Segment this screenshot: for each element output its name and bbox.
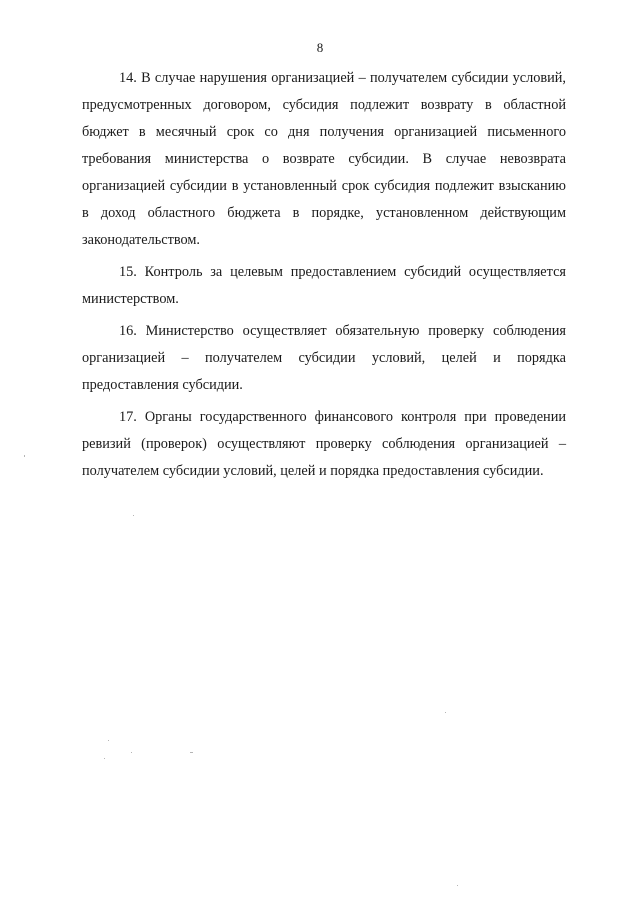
paragraph-15: 15. Контроль за целевым предоставлением субсидий осуществляется министерством.	[82, 264, 566, 307]
scan-speck	[131, 752, 132, 753]
scan-speck	[24, 455, 25, 457]
scan-speck	[133, 515, 134, 516]
scan-speck	[104, 758, 105, 759]
paragraph-16: 16. Министерство осуществляет обязательную проверку соблюдения организацией – получателем субсидии условий, целей и порядка предоставления субсидии.	[82, 323, 566, 393]
paragraph-17: 17. Органы государственного финансового контроля при проведении ревизий (проверок) осуществляют проверку соблюдения организацией – получателем субсидии условий, целей и порядка предоставления субсидии.	[82, 409, 566, 479]
scan-speck	[445, 712, 446, 713]
scan-speck	[190, 752, 193, 753]
page-number: 8	[316, 40, 324, 55]
document-body	[82, 65, 566, 490]
paragraph-14: 14. В случае нарушения организацией – получателем субсидии условий, предусмотренных договором, субсидия подлежит возврату в областной бюджет в месячный срок со дня получения организацией письменного требования министерства о возврате субсидии. В случае невозврата организацией субсидии в установленный срок субсидия подлежит взысканию в доход областного бюджета в порядке, установленном действующим законодательством.	[82, 70, 566, 248]
scan-speck	[108, 740, 109, 741]
scan-speck	[457, 885, 458, 886]
